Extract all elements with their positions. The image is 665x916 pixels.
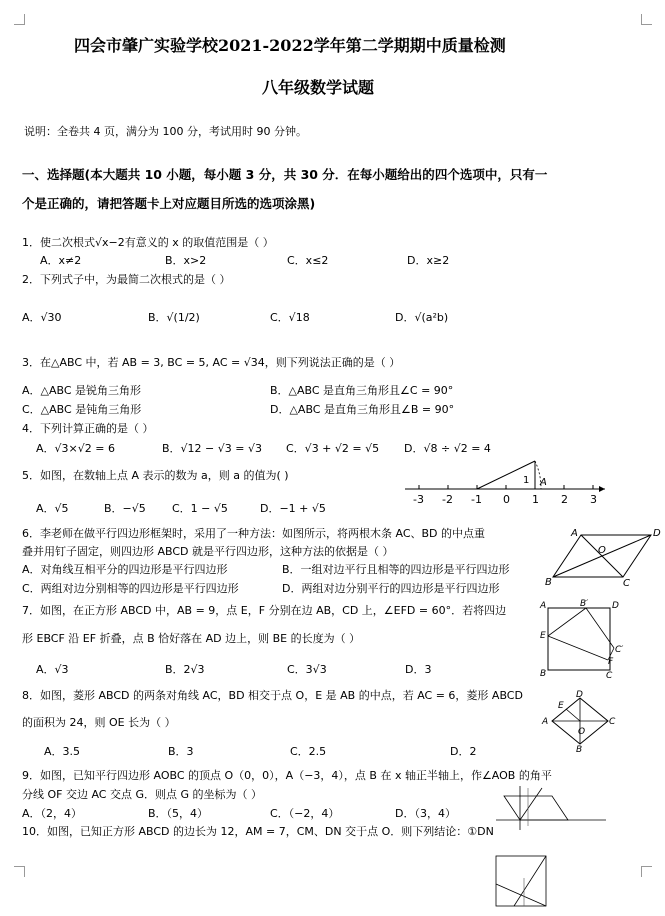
vertex-label-c: C [623, 578, 630, 587]
question-1-option-c: C．x≤2 [287, 254, 329, 267]
square-fold-figure [538, 598, 628, 680]
question-10-stem: 10．如图，已知正方形 ABCD 的边长为 12，AM = 7，CM、DN 交于点 O．则下列结论：①DN [22, 825, 494, 838]
point-label-f: F [608, 657, 614, 667]
question-9-option-d: D．（3，4） [395, 807, 456, 820]
question-3-option-c: C．△ABC 是钝角三角形 [22, 403, 142, 416]
vertex-label-b: B [576, 745, 583, 752]
question-2-option-d: D．√(a²b) [395, 311, 449, 324]
number-line-tick-label: 0 [503, 493, 510, 506]
number-line-tick-label: -3 [413, 493, 424, 506]
section-heading-line-1: 一、选择题(本大题共 10 小题，每小题 3 分，共 30 分．在每小题给出的四个选项中，只有一 [22, 167, 548, 182]
number-line-tick-label: 1 [532, 493, 539, 506]
question-6-line-2: 叠并用钉子固定，则四边形 ABCD 就是平行四边形，这种方法的依据是（ ） [22, 545, 394, 558]
question-3-stem: 3．在△ABC 中，若 AB = 3, BC = 5, AC = √34，则下列说法正确的是（ ） [22, 356, 401, 369]
corner-mark-top-right [641, 14, 652, 25]
vertex-label-d: D [576, 690, 583, 700]
vertex-label-c-prime: C′ [615, 645, 624, 655]
question-9-line-2: 分线 OF 交边 AC 交点 G．则点 G 的坐标为（ ） [22, 788, 263, 801]
question-3-option-b: B．△ABC 是直角三角形且∠C = 90° [270, 384, 454, 397]
question-5-option-a: A．√5 [36, 502, 69, 515]
question-6-option-d: D．两组对边分别平行的四边形是平行四边形 [282, 582, 500, 595]
number-line-tick-label: -2 [442, 493, 453, 506]
vertex-label-b: B [540, 669, 547, 679]
question-4-option-a: A．√3×√2 = 6 [36, 442, 115, 455]
question-8-option-a: A．3.5 [44, 745, 81, 758]
question-8-option-b: B．3 [168, 745, 194, 758]
vertex-label-c: C [609, 717, 616, 727]
point-a-label: A [540, 477, 547, 488]
question-4-option-b: B．√12 − √3 = √3 [162, 442, 262, 455]
question-6-option-a: A．对角线互相平分的四边形是平行四边形 [22, 563, 228, 576]
center-label-o: O [578, 727, 586, 737]
question-4-stem: 4．下列计算正确的是（ ） [22, 422, 154, 435]
question-9-option-b: B．（5，4） [148, 807, 209, 820]
parallelogram-figure [543, 525, 663, 587]
question-7-option-a: A．√3 [36, 663, 69, 676]
question-2-option-c: C．√18 [270, 311, 310, 324]
question-7-option-c: C．3√3 [287, 663, 327, 676]
page-title: 四会市肇广实验学校2021-2022学年第二学期期中质量检测 [74, 36, 506, 55]
number-line-figure [400, 455, 610, 510]
question-3-option-d: D．△ABC 是直角三角形且∠B = 90° [270, 403, 455, 416]
question-9-option-a: A．（2，4） [22, 807, 83, 820]
exam-note: 说明：全卷共 4 页，满分为 100 分，考试用时 90 分钟。 [24, 125, 307, 138]
question-9-option-c: C．（−2，4） [270, 807, 340, 820]
question-8-line-2: 的面积为 24，则 OE 长为（ ） [22, 716, 176, 729]
question-6-option-c: C．两组对边分别相等的四边形是平行四边形 [22, 582, 239, 595]
question-5-option-b: B．−√5 [104, 502, 146, 515]
vertex-label-a: A [542, 717, 549, 727]
vertex-label-a: A [540, 601, 547, 611]
question-7-line-1: 7．如图，在正方形 ABCD 中，AB = 9，点 E，F 分别在边 AB，CD 上，∠EFD = 60°．若将四边 [22, 604, 507, 617]
question-1-option-d: D．x≥2 [407, 254, 450, 267]
number-line-tick-label: -1 [471, 493, 482, 506]
point-label-e: E [558, 701, 564, 711]
coordinate-parallelogram-figure [492, 782, 610, 832]
question-1-stem: 1．使二次根式√x−2有意义的 x 的取值范围是（ ） [22, 236, 274, 249]
corner-mark-bottom-right [641, 866, 652, 877]
question-8-option-c: C．2.5 [290, 745, 327, 758]
vertex-label-c: C [606, 671, 613, 680]
question-2-option-b: B．√(1/2) [148, 311, 200, 324]
question-9-line-1: 9．如图，已知平行四边形 AOBC 的顶点 O（0，0），A（−3，4），点 B 在 x 轴正半轴上，作∠AOB 的角平 [22, 769, 552, 782]
question-2-option-a: A．√30 [22, 311, 62, 324]
question-8-line-1: 8．如图，菱形 ABCD 的两条对角线 AC，BD 相交于点 O，E 是 AB 的中点，若 AC = 6，菱形 ABCD [22, 689, 523, 702]
corner-mark-top-left [14, 14, 25, 25]
vertex-label-b-prime: B′ [580, 599, 589, 609]
corner-mark-bottom-left [14, 866, 25, 877]
question-7-option-b: B．2√3 [165, 663, 205, 676]
square-figure-q10 [484, 848, 554, 916]
question-7-option-d: D．3 [405, 663, 432, 676]
question-6-line-1: 6．李老师在做平行四边形框架时，采用了一种方法：如图所示，将两根木条 AC、BD 的中点重 [22, 527, 486, 540]
question-5-option-c: C．1 − √5 [172, 502, 228, 515]
question-7-line-2: 形 EBCF 沿 EF 折叠，点 B 恰好落在 AD 边上，则 BE 的长度为（ ） [22, 632, 361, 645]
rhombus-figure [536, 690, 616, 752]
number-line-tick-label: 3 [590, 493, 597, 506]
question-3-option-a: A．△ABC 是锐角三角形 [22, 384, 142, 397]
question-5-option-d: D．−1 + √5 [260, 502, 326, 515]
vertex-label-d: D [612, 601, 619, 611]
question-1-option-a: A．x≠2 [40, 254, 82, 267]
question-5-stem: 5．如图，在数轴上点 A 表示的数为 a，则 a 的值为( ) [22, 469, 289, 482]
vertex-label-d: D [653, 528, 661, 539]
question-8-option-d: D．2 [450, 745, 477, 758]
question-4-option-d: D．√8 ÷ √2 = 4 [404, 442, 491, 455]
number-line-tick-label: 2 [561, 493, 568, 506]
question-4-option-c: C．√3 + √2 = √5 [286, 442, 380, 455]
question-6-option-b: B．一组对边平行且相等的四边形是平行四边形 [282, 563, 510, 576]
segment-length-label: 1 [523, 475, 530, 486]
section-heading-line-2: 个是正确的，请把答题卡上对应题目所选的选项涂黑) [22, 196, 316, 211]
vertex-label-a: A [571, 528, 578, 539]
question-1-option-b: B．x>2 [165, 254, 207, 267]
page-subtitle: 八年级数学试题 [262, 78, 375, 97]
point-label-e: E [540, 631, 546, 641]
question-2-stem: 2．下列式子中，为最简二次根式的是（ ） [22, 273, 231, 286]
center-label-o: O [598, 545, 606, 556]
vertex-label-b: B [545, 577, 552, 587]
